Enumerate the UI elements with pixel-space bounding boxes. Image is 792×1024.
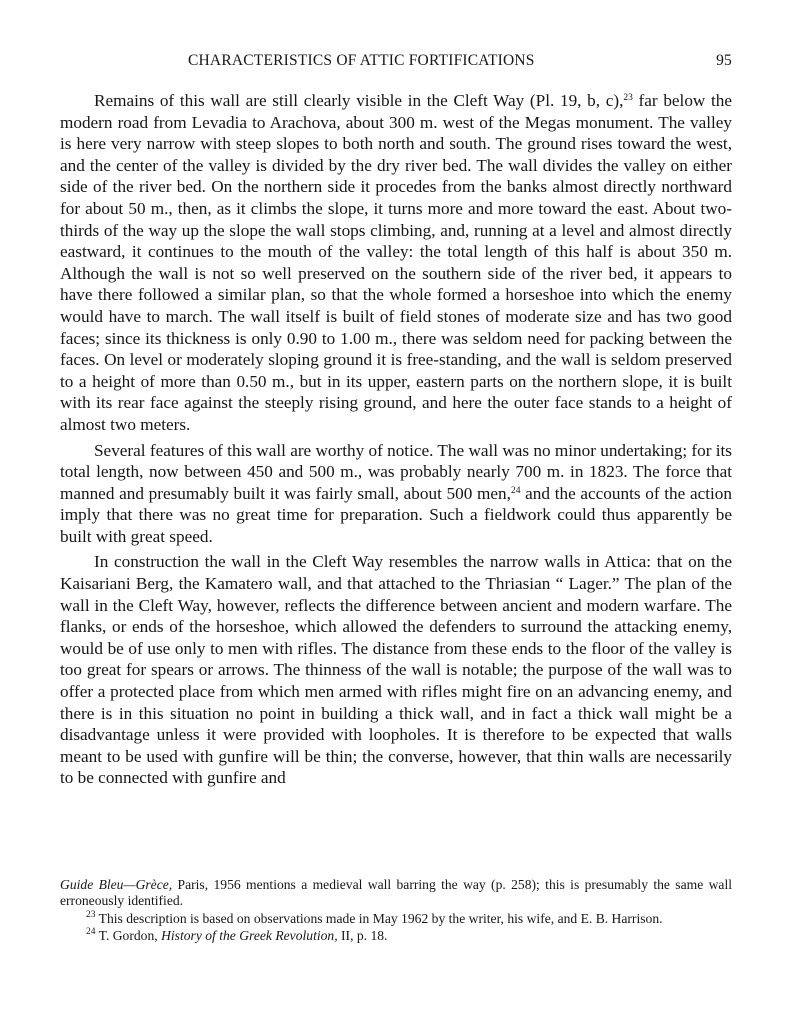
running-title: CHARACTERISTICS OF ATTIC FORTIFICATIONS	[188, 52, 535, 69]
running-head	[60, 52, 732, 76]
footnote-ref-23: 23	[623, 93, 633, 103]
document-page	[60, 52, 732, 789]
footnote-ref-24: 24	[510, 485, 521, 496]
page-number: 95	[716, 52, 732, 69]
footnote-continued: Guide Bleu—Grèce, Paris, 1956 mentions a medieval wall barring the way (p. 258); this is presumably the same wall erroneously identified.	[60, 877, 732, 909]
paragraph-2: Several features of this wall are worthy of notice. The wall was no minor undertaking; for its total length, now between 450 and 500 m., was probably nearly 700 m. in 1823. The force that manned and presumably built it was fairly small, about 500 men,$^{24}$ and the accounts of the action imply that there was no great time for preparation. Such a fieldwork could thus apparently be built with great speed.	[60, 440, 732, 546]
paragraph-3: In construction the wall in the Cleft Way resembles the narrow walls in Attica: that on the Kaisariani Berg, the Kamatero wall, and that attached to the Thriasian “ Lager.” The plan of the wall in the Cleft Way, however, reflects the difference between ancient and modern warfare. The flanks, or ends of the horseshoe, which allowed the defenders to surround the attacking enemy, would be of use only to men with rifles. The distance from these ends to the floor of the valley is too great for spears or arrows. The thinness of the wall is notable; the purpose of the wall was to offer a protected place from which men armed with rifles might fire on an advancing enemy, and there is in this situation no point in building a thick wall, and in fact a thick wall might be a disadvantage unless it were provided with loopholes. It is therefore to be expected that walls meant to be used with gunfire will be thin; the converse, however, that thin walls are necessarily to be connected with gunfire and	[60, 552, 732, 788]
paragraph-1: Remains of this wall are still clearly visible in the Cleft Way (Pl. 19, b, c),$^{23}$ far below the modern road from Levadia to Arachova, about 300 m. west of the Megas monument. The valley is here very narrow with steep slopes to both north and south. The ground rises toward the west, and the center of the valley is divided by the dry river bed. The wall divides the valley on either side of the river bed. On the northern side it procedes from the banks almost directly northward for about 50 m., then, as it climbs the slope, it turns more and more toward the east. About two-thirds of the way up the slope the wall stops climbing, and, running at a level and almost directly eastward, it continues to the mouth of the valley: the total length of this half is about 350 m. Although the wall is not so well preserved on the southern side of the river bed, it appears to have there followed a similar plan, so that the whole formed a horseshoe into which the enemy would have to march. The wall itself is built of field stones of moderate size and has two good faces; since its thickness is only 0.90 to 1.00 m., there was seldom need for packing between the faces. On level or moderately sloping ground it is free-standing, and the wall is seldom preserved to a height of more than 0.50 m., but in its upper, eastern parts on the northern slope, it is built with its rear face against the steeply rising ground, and here the outer face stands to a height of almost two meters.	[60, 91, 733, 434]
footnote-24: $^{24}$ T. Gordon, History of the Greek Revolution, II, p. 18.	[86, 926, 388, 943]
footnote-23: $^{23}$ This description is based on observations made in May 1962 by the writer, his wife, and E. B. Harrison.	[86, 909, 663, 926]
body-text	[60, 90, 732, 789]
footnotes	[60, 877, 732, 944]
